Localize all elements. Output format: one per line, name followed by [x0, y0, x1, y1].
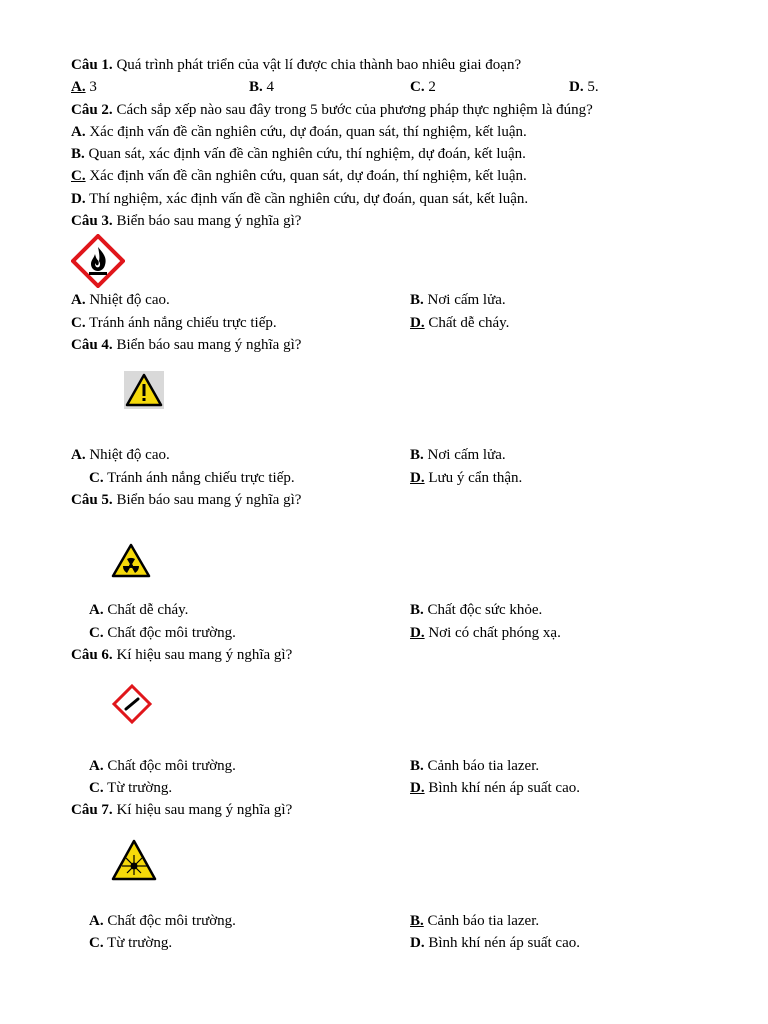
- option-2c: C. Xác định vấn đề cần nghiên cứu, quan sát, dự đoán, thí nghiệm, kết luận.: [71, 168, 527, 184]
- laser-warning-icon: [111, 838, 157, 882]
- option-2b: B. Quan sát, xác định vấn đề cần nghiên cứu, thí nghiệm, dự đoán, kết luận.: [71, 146, 526, 162]
- question-5: Câu 5. Biển báo sau mang ý nghĩa gì?: [71, 492, 302, 508]
- option-5c: C. Chất độc môi trường.: [89, 625, 236, 641]
- option-3a: A. Nhiệt độ cao.: [71, 292, 170, 308]
- question-7: Câu 7. Kí hiệu sau mang ý nghĩa gì?: [71, 802, 293, 818]
- option-3d: D. Chất dễ cháy.: [410, 315, 510, 331]
- option-2d: D. Thí nghiệm, xác định vấn đề cần nghiên cứu, dự đoán, quan sát, kết luận.: [71, 191, 529, 207]
- option-1c: C. 2: [410, 79, 436, 95]
- option-1b: B. 4: [249, 79, 275, 95]
- caution-icon: [124, 371, 164, 409]
- question-text: Quá trình phát triển của vật lí được chia thành bao nhiêu giai đoạn?: [116, 57, 522, 73]
- option-4b: B. Nơi cấm lửa.: [410, 447, 506, 463]
- option-6a: A. Chất độc môi trường.: [89, 758, 236, 774]
- option-7c: C. Từ trường.: [89, 935, 173, 951]
- option-7a: A. Chất độc môi trường.: [89, 913, 236, 929]
- option-3c: C. Tránh ánh nắng chiếu trực tiếp.: [71, 315, 277, 331]
- question-4: Câu 4. Biển báo sau mang ý nghĩa gì?: [71, 337, 302, 353]
- option-6c: C. Từ trường.: [89, 780, 173, 796]
- hazard-diamond-icon: [111, 683, 153, 725]
- option-4a: A. Nhiệt độ cao.: [71, 447, 170, 463]
- option-6d: D. Bình khí nén áp suất cao.: [410, 780, 580, 796]
- question-3: Câu 3. Biển báo sau mang ý nghĩa gì?: [71, 213, 302, 229]
- question-label: Câu 1.: [71, 57, 113, 73]
- option-3b: B. Nơi cấm lửa.: [410, 292, 506, 308]
- option-5a: A. Chất dễ cháy.: [89, 602, 189, 618]
- option-2a: A. Xác định vấn đề cần nghiên cứu, dự đoán, quan sát, thí nghiệm, kết luận.: [71, 124, 527, 140]
- option-5b: B. Chất độc sức khỏe.: [410, 602, 543, 618]
- flammable-icon: [71, 234, 125, 288]
- option-7b: B. Cảnh báo tia lazer.: [410, 913, 540, 929]
- option-1d: D. 5.: [569, 79, 599, 95]
- option-6b: B. Cảnh báo tia lazer.: [410, 758, 540, 774]
- question-1: [71, 56, 521, 74]
- option-4c: C. Tránh ánh nắng chiếu trực tiếp.: [89, 470, 295, 486]
- option-1a: A. 3: [71, 79, 97, 95]
- option-7d: D. Bình khí nén áp suất cao.: [410, 935, 580, 951]
- option-4d: D. Lưu ý cẩn thận.: [410, 470, 523, 486]
- radiation-icon: [111, 543, 151, 579]
- option-5d: D. Nơi có chất phóng xạ.: [410, 625, 561, 641]
- question-2: Câu 2. Cách sắp xếp nào sau đây trong 5 bước của phương pháp thực nghiệm là đúng?: [71, 102, 593, 118]
- question-6: Câu 6. Kí hiệu sau mang ý nghĩa gì?: [71, 647, 293, 663]
